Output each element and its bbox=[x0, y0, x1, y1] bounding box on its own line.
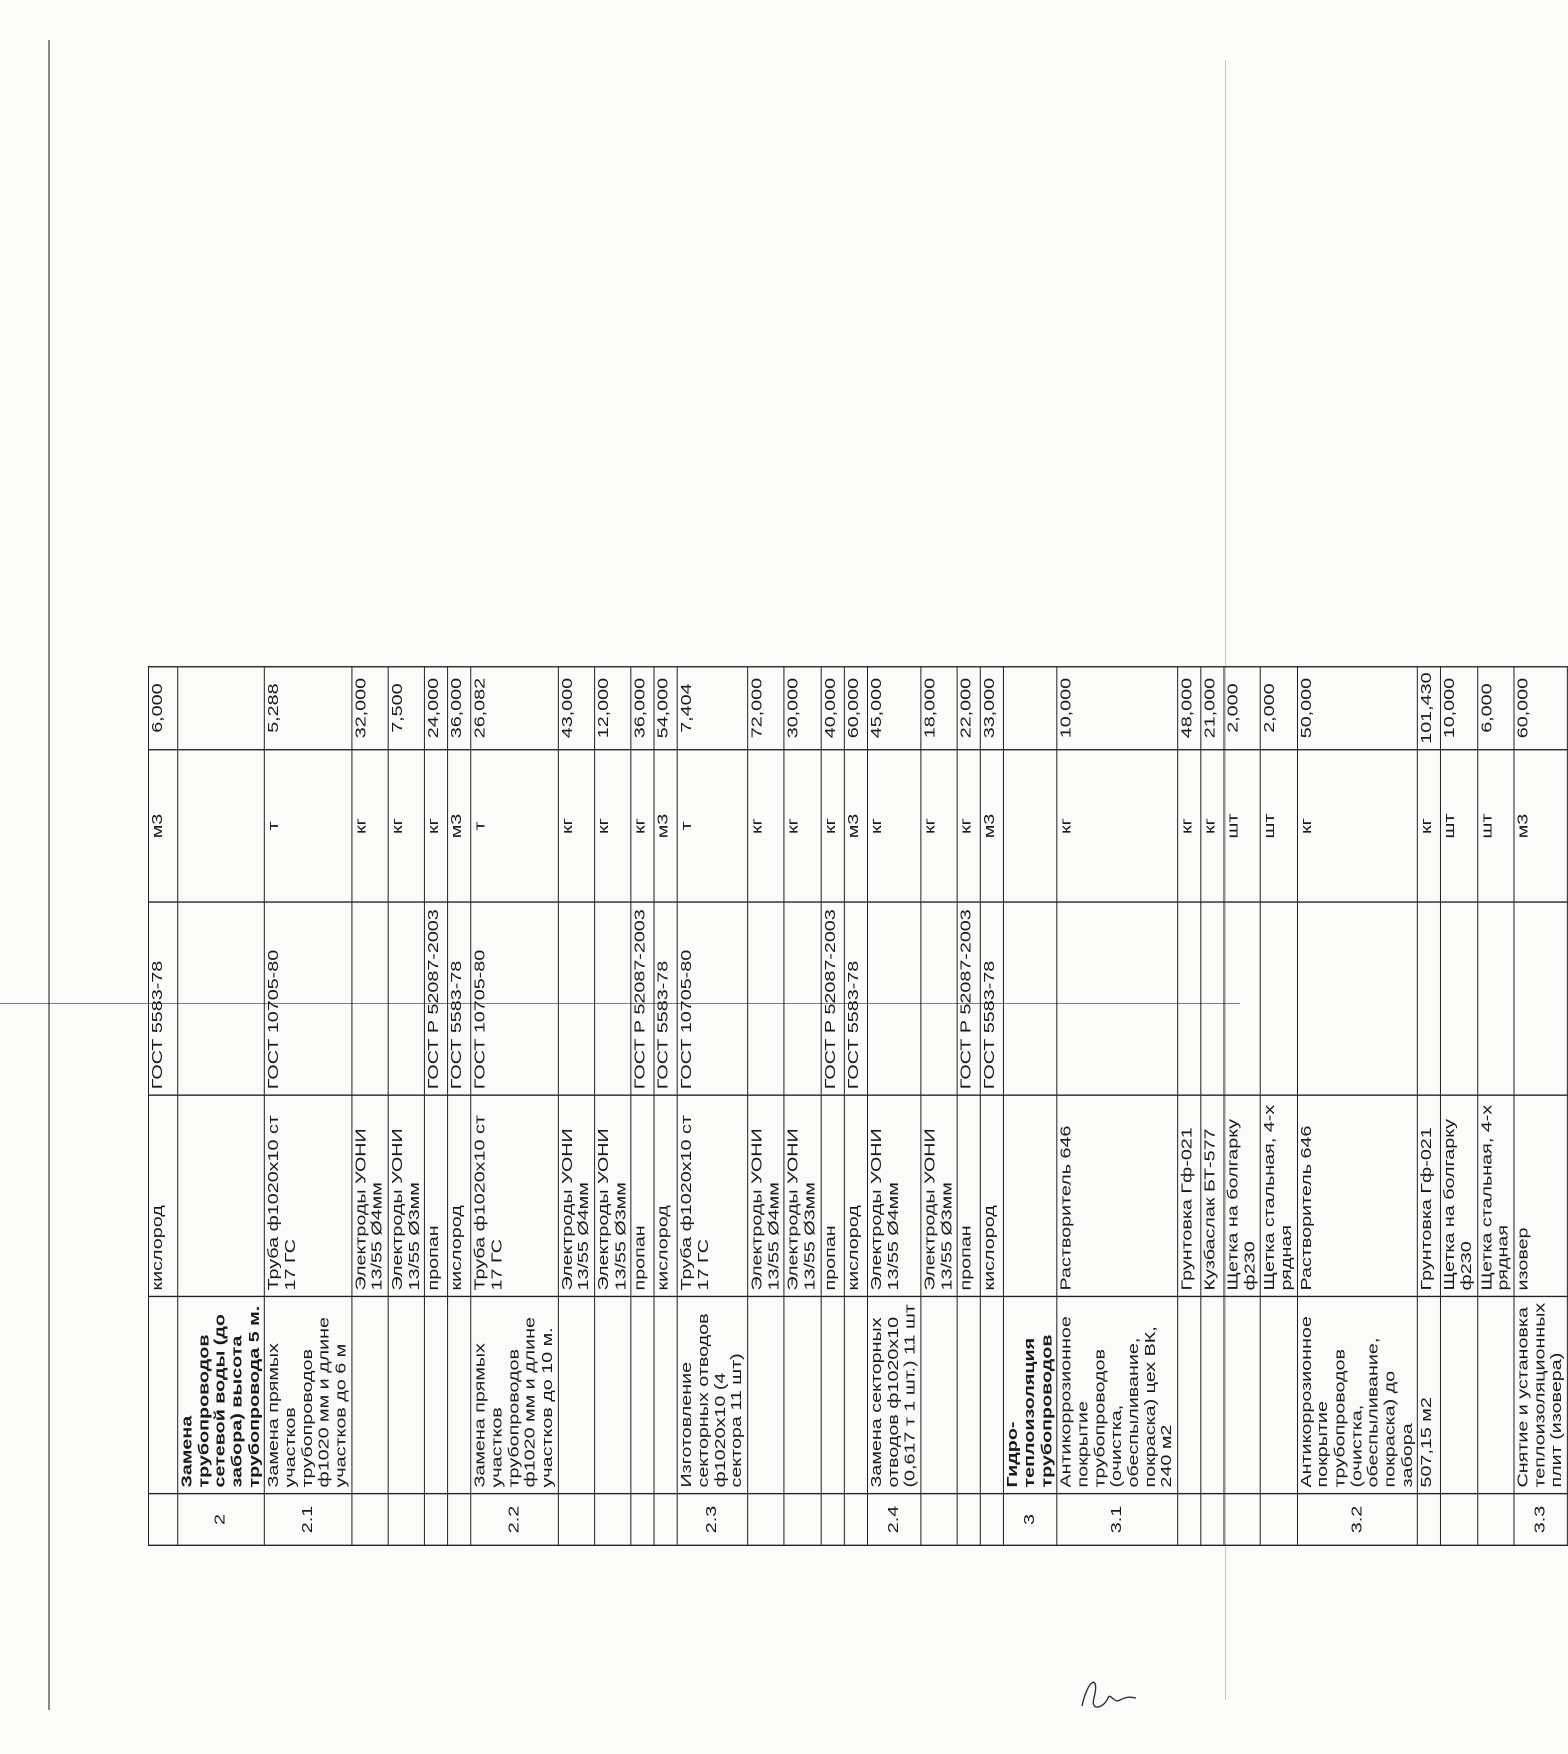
material-name: Электроды УОНИ 13/55 Ø4мм bbox=[352, 1095, 389, 1296]
quantity: 12,000 bbox=[595, 666, 632, 750]
gost-standard bbox=[1057, 902, 1178, 1095]
row-number bbox=[784, 1494, 821, 1546]
unit: т bbox=[471, 750, 558, 902]
work-name bbox=[1260, 1297, 1297, 1494]
quantity: 2,000 bbox=[1260, 666, 1297, 750]
gost-standard bbox=[1477, 902, 1514, 1095]
material-name: Щетка стальная, 4-х рядная bbox=[1477, 1095, 1514, 1296]
work-name bbox=[388, 1297, 425, 1494]
unit: кг bbox=[784, 750, 821, 902]
quantity: 60,000 bbox=[844, 666, 867, 750]
unit: м3 bbox=[448, 750, 471, 902]
row-number: 3 bbox=[1004, 1494, 1057, 1546]
gost-standard: ГОСТ 10705-80 bbox=[471, 902, 558, 1095]
material-name: Кузбаслак БТ-577 bbox=[1201, 1095, 1224, 1296]
row-number bbox=[425, 1494, 448, 1546]
material-name: Электроды УОНИ 13/55 Ø3мм bbox=[388, 1095, 425, 1296]
unit: кг bbox=[352, 750, 389, 902]
work-name bbox=[1201, 1297, 1224, 1494]
material-name: Растворитель 646 bbox=[1297, 1095, 1418, 1296]
table-row bbox=[1297, 666, 1418, 1545]
work-name bbox=[980, 1297, 1003, 1494]
gost-standard bbox=[388, 902, 425, 1095]
unit: кг bbox=[595, 750, 632, 902]
table-row bbox=[1224, 666, 1261, 1545]
work-name: Антикоррозионное покрытие трубопроводов (очистка, обеспыливание, покраска) цех ВК, 240 м2 bbox=[1057, 1297, 1178, 1494]
row-number bbox=[821, 1494, 844, 1546]
material-name: пропан bbox=[821, 1095, 844, 1296]
material-name: Электроды УОНИ 13/55 Ø4мм bbox=[748, 1095, 785, 1296]
material-name: пропан bbox=[425, 1095, 448, 1296]
material-name: кислород bbox=[149, 1095, 178, 1296]
work-name bbox=[425, 1297, 448, 1494]
material-name: Электроды УОНИ 13/55 Ø3мм bbox=[784, 1095, 821, 1296]
table-row bbox=[654, 666, 677, 1545]
row-number: 3.3 bbox=[1514, 1494, 1567, 1546]
row-number bbox=[352, 1494, 389, 1546]
quantity: 10,000 bbox=[1441, 666, 1478, 750]
quantity: 72,000 bbox=[748, 666, 785, 750]
unit: м3 bbox=[654, 750, 677, 902]
material-name: Щетка стальная, 4-х рядная bbox=[1260, 1095, 1297, 1296]
work-name: Гидро-теплоизоляция трубопроводов bbox=[1004, 1297, 1057, 1494]
table-row bbox=[748, 666, 785, 1545]
table-row bbox=[178, 666, 265, 1545]
material-name: пропан bbox=[957, 1095, 980, 1296]
work-name bbox=[149, 1297, 178, 1494]
gost-standard: ГОСТ 5583-78 bbox=[448, 902, 471, 1095]
gost-standard bbox=[1441, 902, 1478, 1095]
gost-standard bbox=[784, 902, 821, 1095]
material-name: Грунтовка Гф-021 bbox=[1178, 1095, 1201, 1296]
table-row bbox=[1260, 666, 1297, 1545]
scan-edge-line bbox=[48, 40, 50, 1710]
unit: шт bbox=[1224, 750, 1261, 902]
work-name: Снятие и установка теплоизоляционных плит (изовера) bbox=[1514, 1297, 1567, 1494]
table-row bbox=[1004, 666, 1057, 1545]
work-name bbox=[1178, 1297, 1201, 1494]
gost-standard bbox=[1514, 902, 1567, 1095]
work-name bbox=[784, 1297, 821, 1494]
gost-standard bbox=[1260, 902, 1297, 1095]
material-name: пропан bbox=[631, 1095, 654, 1296]
materials-table-body bbox=[149, 666, 1568, 1545]
quantity bbox=[178, 666, 265, 750]
table-row bbox=[471, 666, 558, 1545]
material-name: Труба ф1020х10 ст 17 ГС bbox=[265, 1095, 352, 1296]
unit: кг bbox=[867, 750, 920, 902]
gost-standard: ГОСТ Р 52087-2003 bbox=[821, 902, 844, 1095]
unit: м3 bbox=[149, 750, 178, 902]
work-name bbox=[595, 1297, 632, 1494]
table-row bbox=[957, 666, 980, 1545]
row-number bbox=[654, 1494, 677, 1546]
table-row bbox=[1477, 666, 1514, 1545]
table-row bbox=[1441, 666, 1478, 1545]
gost-standard: ГОСТ 10705-80 bbox=[678, 902, 748, 1095]
work-name: Антикоррозионное покрытие трубопроводов (очистка, обеспыливание, покраска) до забора bbox=[1297, 1297, 1418, 1494]
row-number bbox=[558, 1494, 595, 1546]
quantity: 32,000 bbox=[352, 666, 389, 750]
gost-standard: ГОСТ 5583-78 bbox=[654, 902, 677, 1095]
work-name bbox=[1441, 1297, 1478, 1494]
work-name bbox=[844, 1297, 867, 1494]
table-row bbox=[265, 666, 352, 1545]
table-row bbox=[980, 666, 1003, 1545]
gost-standard bbox=[558, 902, 595, 1095]
unit: м3 bbox=[844, 750, 867, 902]
quantity: 2,000 bbox=[1224, 666, 1261, 750]
row-number bbox=[1260, 1494, 1297, 1546]
unit: шт bbox=[1441, 750, 1478, 902]
work-name bbox=[821, 1297, 844, 1494]
quantity: 54,000 bbox=[654, 666, 677, 750]
unit: т bbox=[678, 750, 748, 902]
work-name bbox=[558, 1297, 595, 1494]
work-name bbox=[448, 1297, 471, 1494]
work-name bbox=[631, 1297, 654, 1494]
gost-standard bbox=[178, 902, 265, 1095]
material-name: Электроды УОНИ 13/55 Ø4мм bbox=[867, 1095, 920, 1296]
work-name bbox=[921, 1297, 958, 1494]
gost-standard bbox=[1178, 902, 1201, 1095]
quantity: 36,000 bbox=[448, 666, 471, 750]
row-number bbox=[388, 1494, 425, 1546]
quantity: 24,000 bbox=[425, 666, 448, 750]
unit: кг bbox=[1201, 750, 1224, 902]
gost-standard bbox=[352, 902, 389, 1095]
unit: м3 bbox=[1514, 750, 1567, 902]
material-name: Труба ф1020х10 ст 17 ГС bbox=[678, 1095, 748, 1296]
quantity: 18,000 bbox=[921, 666, 958, 750]
unit: кг bbox=[1057, 750, 1178, 902]
material-name: Щетка на болгарку ф230 bbox=[1224, 1095, 1261, 1296]
quantity: 21,000 bbox=[1201, 666, 1224, 750]
table-row bbox=[921, 666, 958, 1545]
material-name: изовер bbox=[1514, 1095, 1567, 1296]
work-name: Изготовление секторных отводов ф1020х10 (4 сектора 11 шт) bbox=[678, 1297, 748, 1494]
table-row bbox=[425, 666, 448, 1545]
table-row bbox=[1514, 666, 1567, 1545]
table-row bbox=[558, 666, 595, 1545]
row-number bbox=[1201, 1494, 1224, 1546]
row-number bbox=[1477, 1494, 1514, 1546]
table-row bbox=[595, 666, 632, 1545]
gost-standard bbox=[921, 902, 958, 1095]
row-number bbox=[1224, 1494, 1261, 1546]
row-number: 2.1 bbox=[265, 1494, 352, 1546]
quantity: 101,430 bbox=[1418, 666, 1441, 750]
gost-standard: ГОСТ 5583-78 bbox=[844, 902, 867, 1095]
table-row bbox=[149, 666, 178, 1545]
material-name: Электроды УОНИ 13/55 Ø3мм bbox=[595, 1095, 632, 1296]
work-name: 507,15 м2 bbox=[1418, 1297, 1441, 1494]
table-row bbox=[867, 666, 920, 1545]
table-row bbox=[844, 666, 867, 1545]
row-number bbox=[1441, 1494, 1478, 1546]
quantity: 22,000 bbox=[957, 666, 980, 750]
table-row bbox=[1201, 666, 1224, 1545]
quantity: 36,000 bbox=[631, 666, 654, 750]
gost-standard bbox=[1297, 902, 1418, 1095]
gost-standard: ГОСТ 5583-78 bbox=[149, 902, 178, 1095]
unit: кг bbox=[631, 750, 654, 902]
table-row bbox=[1418, 666, 1441, 1545]
quantity: 40,000 bbox=[821, 666, 844, 750]
row-number: 3.1 bbox=[1057, 1494, 1178, 1546]
table-row bbox=[784, 666, 821, 1545]
table-row bbox=[678, 666, 748, 1545]
material-name: кислород bbox=[980, 1095, 1003, 1296]
quantity: 60,000 bbox=[1514, 666, 1567, 750]
work-name bbox=[1224, 1297, 1261, 1494]
row-number bbox=[149, 1494, 178, 1546]
material-name: кислород bbox=[844, 1095, 867, 1296]
work-name: Замена прямых участков трубопроводов ф1020 мм и длине участков до 10 м. bbox=[471, 1297, 558, 1494]
unit: кг bbox=[388, 750, 425, 902]
unit: кг bbox=[1297, 750, 1418, 902]
row-number: 2.4 bbox=[867, 1494, 920, 1546]
unit bbox=[178, 750, 265, 902]
gost-standard: ГОСТ 5583-78 bbox=[980, 902, 1003, 1095]
gost-standard: ГОСТ Р 52087-2003 bbox=[425, 902, 448, 1095]
row-number bbox=[448, 1494, 471, 1546]
signature bbox=[1074, 1668, 1144, 1718]
gost-standard bbox=[1224, 902, 1261, 1095]
quantity: 45,000 bbox=[867, 666, 920, 750]
work-name bbox=[352, 1297, 389, 1494]
unit bbox=[1004, 750, 1057, 902]
gost-standard: ГОСТ 10705-80 bbox=[265, 902, 352, 1095]
row-number bbox=[631, 1494, 654, 1546]
gost-standard bbox=[1418, 902, 1441, 1095]
row-number: 2.3 bbox=[678, 1494, 748, 1546]
row-number bbox=[1418, 1494, 1441, 1546]
unit: кг bbox=[425, 750, 448, 902]
row-number bbox=[595, 1494, 632, 1546]
material-name: Щетка на болгарку ф230 bbox=[1441, 1095, 1478, 1296]
table-row bbox=[388, 666, 425, 1545]
gost-standard: ГОСТ Р 52087-2003 bbox=[631, 902, 654, 1095]
table-row bbox=[352, 666, 389, 1545]
work-name bbox=[957, 1297, 980, 1494]
work-name bbox=[1477, 1297, 1514, 1494]
materials-table bbox=[148, 666, 1568, 1546]
unit: кг bbox=[957, 750, 980, 902]
material-name bbox=[1004, 1095, 1057, 1296]
quantity: 10,000 bbox=[1057, 666, 1178, 750]
material-name: кислород bbox=[654, 1095, 677, 1296]
gost-standard bbox=[867, 902, 920, 1095]
table-row bbox=[1057, 666, 1178, 1545]
row-number bbox=[1178, 1494, 1201, 1546]
row-number bbox=[921, 1494, 958, 1546]
material-name: Грунтовка Гф-021 bbox=[1418, 1095, 1441, 1296]
row-number: 2 bbox=[178, 1494, 265, 1546]
quantity: 7,500 bbox=[388, 666, 425, 750]
work-name bbox=[654, 1297, 677, 1494]
unit: м3 bbox=[980, 750, 1003, 902]
unit: кг bbox=[1418, 750, 1441, 902]
gost-standard: ГОСТ Р 52087-2003 bbox=[957, 902, 980, 1095]
work-name: Замена прямых участков трубопроводов ф1020 мм и длине участков до 6 м bbox=[265, 1297, 352, 1494]
quantity: 48,000 bbox=[1178, 666, 1201, 750]
unit: кг bbox=[558, 750, 595, 902]
material-name: Электроды УОНИ 13/55 Ø4мм bbox=[558, 1095, 595, 1296]
material-name bbox=[178, 1095, 265, 1296]
material-name: Труба ф1020х10 ст 17 ГС bbox=[471, 1095, 558, 1296]
quantity: 5,288 bbox=[265, 666, 352, 750]
gost-standard bbox=[1201, 902, 1224, 1095]
gost-standard bbox=[1004, 902, 1057, 1095]
work-name: Замена секторных отводов ф1020х10 (0,617 т 1 шт.) 11 шт bbox=[867, 1297, 920, 1494]
material-name: кислород bbox=[448, 1095, 471, 1296]
unit: кг bbox=[748, 750, 785, 902]
row-number: 3.2 bbox=[1297, 1494, 1418, 1546]
unit: кг bbox=[921, 750, 958, 902]
table-row bbox=[1178, 666, 1201, 1545]
row-number bbox=[980, 1494, 1003, 1546]
gost-standard bbox=[748, 902, 785, 1095]
work-name bbox=[748, 1297, 785, 1494]
table-row bbox=[821, 666, 844, 1545]
quantity: 6,000 bbox=[149, 666, 178, 750]
quantity: 26,082 bbox=[471, 666, 558, 750]
table-row bbox=[631, 666, 654, 1545]
row-number bbox=[844, 1494, 867, 1546]
quantity: 6,000 bbox=[1477, 666, 1514, 750]
quantity: 30,000 bbox=[784, 666, 821, 750]
unit: шт bbox=[1260, 750, 1297, 902]
unit: шт bbox=[1477, 750, 1514, 902]
unit: т bbox=[265, 750, 352, 902]
row-number: 2.2 bbox=[471, 1494, 558, 1546]
quantity: 33,000 bbox=[980, 666, 1003, 750]
gost-standard bbox=[595, 902, 632, 1095]
table-row bbox=[448, 666, 471, 1545]
work-name: Замена трубопроводов сетевой воды (до забора) высота трубопровода 5 м. bbox=[178, 1297, 265, 1494]
unit: кг bbox=[821, 750, 844, 902]
row-number bbox=[957, 1494, 980, 1546]
quantity: 43,000 bbox=[558, 666, 595, 750]
quantity: 50,000 bbox=[1297, 666, 1418, 750]
row-number bbox=[748, 1494, 785, 1546]
material-name: Электроды УОНИ 13/55 Ø3мм bbox=[921, 1095, 958, 1296]
quantity bbox=[1004, 666, 1057, 750]
material-name: Растворитель 646 bbox=[1057, 1095, 1178, 1296]
quantity: 7,404 bbox=[678, 666, 748, 750]
unit: кг bbox=[1178, 750, 1201, 902]
